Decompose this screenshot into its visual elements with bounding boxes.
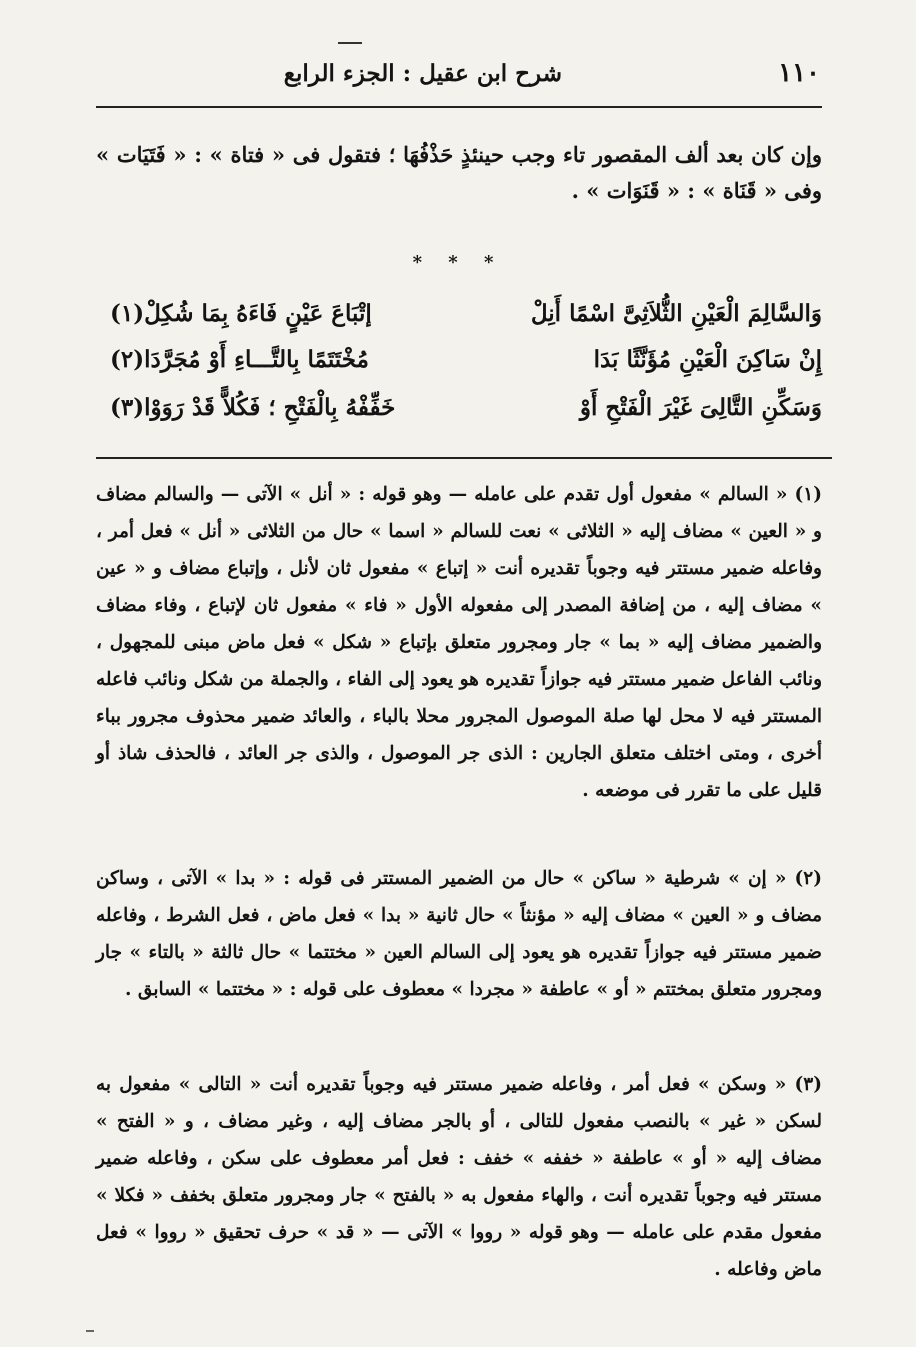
running-title: شرح ابن عقيل : الجزء الرابع (283, 60, 562, 87)
page-number: ١١٠ (778, 58, 820, 88)
verse-1-first-hemistich: وَالسَّالِمَ الْعَيْنِ الثُّلاَثِىَّ اسْمًا أَنِلْ (530, 300, 822, 327)
verse-2-second-hemistich: مُخْتَتَمًا بِالتَّـــاءِ أَوْ مُجَرَّدَا(٢) (110, 346, 369, 373)
margin-mark (86, 1330, 94, 1332)
verse-3-second-hemistich: خَفِّفْهُ بِالْفَتْحِ ؛ فَكُلاًّ قَدْ رَوَوْا(٣) (110, 394, 396, 421)
verse-line-2 (96, 346, 822, 390)
top-mark (338, 42, 362, 44)
footnote-2 (96, 860, 822, 1008)
intro-text: وإن كان بعد ألف المقصور تاء وجب حينئذٍ حَذْفُهَا ؛ فتقول فى « فتاة » : « فَتَيَات » وفى « قَنَاة » : « قَنَوَات » . (96, 142, 822, 203)
header-rule (96, 106, 822, 108)
footnote-1-text: (١) « السالم » مفعول أول تقدم على عامله — وهو قوله : « أنل » الآتى — والسالم مضاف و « العين » مضاف إليه « الثلاثى » نعت للسالم « اسما » حال من الثلاثى « أنل » فعل أمر ، وفاعله ضمير مستتر فيه وجوباً تقديره أنت « إتباع » مفعول ثان لأنل ، وإتباع مضاف و « عين » مضاف إليه ، من إضافة المصدر إلى مفعوله الأول « فاء » مفعول ثان لإتباع ، وفاء مضاف والضمير مضاف إليه « بما » جار ومجرور متعلق بإتباع « شكل » فعل ماض مبنى للمجهول ، ونائب الفاعل ضمير مستتر فيه جوازاً تقديره هو يعود إلى الفاء ، والجملة من شكل ونائب فاعله المستتر فيه لا محل لها صلة الموصول المجرور محلا بالباء ، والعائد ضمير محذوف مجرور بباء أخرى ، ومتى اختلف متعلق الجارين : الذى جر الموصول ، والذى جر العائد ، فالحذف شاذ أو قليل على ما تقرر فى موضعه . (96, 484, 822, 801)
verse-3-first-hemistich: وَسَكِّنِ التَّالِىَ غَيْرَ الْفَتْحِ أَوْ (579, 394, 822, 421)
section-separator: * * * (412, 252, 504, 273)
footnote-3-text: (٣) « وسكن » فعل أمر ، وفاعله ضمير مستتر فيه وجوباً تقديره أنت « التالى » مفعول به لسكن « غير » بالنصب مفعول للتالى ، أو بالجر مضاف إليه ، وغير مضاف ، و « الفتح » مضاف إليه « أو » عاطفة « خففه » خفف : فعل أمر معطوف على سكن ، وفاعله ضمير مستتر فيه وجوباً تقديره أنت ، والهاء مفعول به « بالفتح » جار ومجرور متعلق بخفف « فكلا » مفعول مقدم على عامله — وهو قوله « رووا » الآتى — « قد » حرف تحقيق « رووا » فعل ماض وفاعله . (96, 1074, 822, 1280)
page-header (96, 58, 820, 98)
footnote-1 (96, 476, 822, 809)
verse-1-second-hemistich: إتْبَاعَ عَيْنٍ فَاءَهُ بِمَا شُكِلْ(١) (110, 300, 372, 327)
footnote-rule (96, 457, 832, 459)
verse-line-1 (96, 300, 822, 344)
footnote-2-text: (٢) « إن » شرطية « ساكن » حال من الضمير المستتر فى قوله : « بدا » الآتى ، وساكن مضاف و « العين » مضاف إليه « مؤنثاً » حال ثانية « بدا » فعل ماض ، فعل الشرط ، وفاعله ضمير مستتر فيه جوازاً تقديره هو يعود إلى السالم العين « مختتما » حال ثالثة « بالتاء » جار ومجرور متعلق بمختتم « أو » عاطفة « مجردا » معطوف على قوله : « مختتما » السابق . (96, 868, 822, 1000)
verse-2-first-hemistich: إِنْ سَاكِنَ الْعَيْنِ مُؤَنَّثًا بَدَا (593, 346, 822, 373)
intro-paragraph (96, 137, 822, 209)
verse-line-3 (96, 394, 822, 438)
footnote-3 (96, 1066, 822, 1288)
